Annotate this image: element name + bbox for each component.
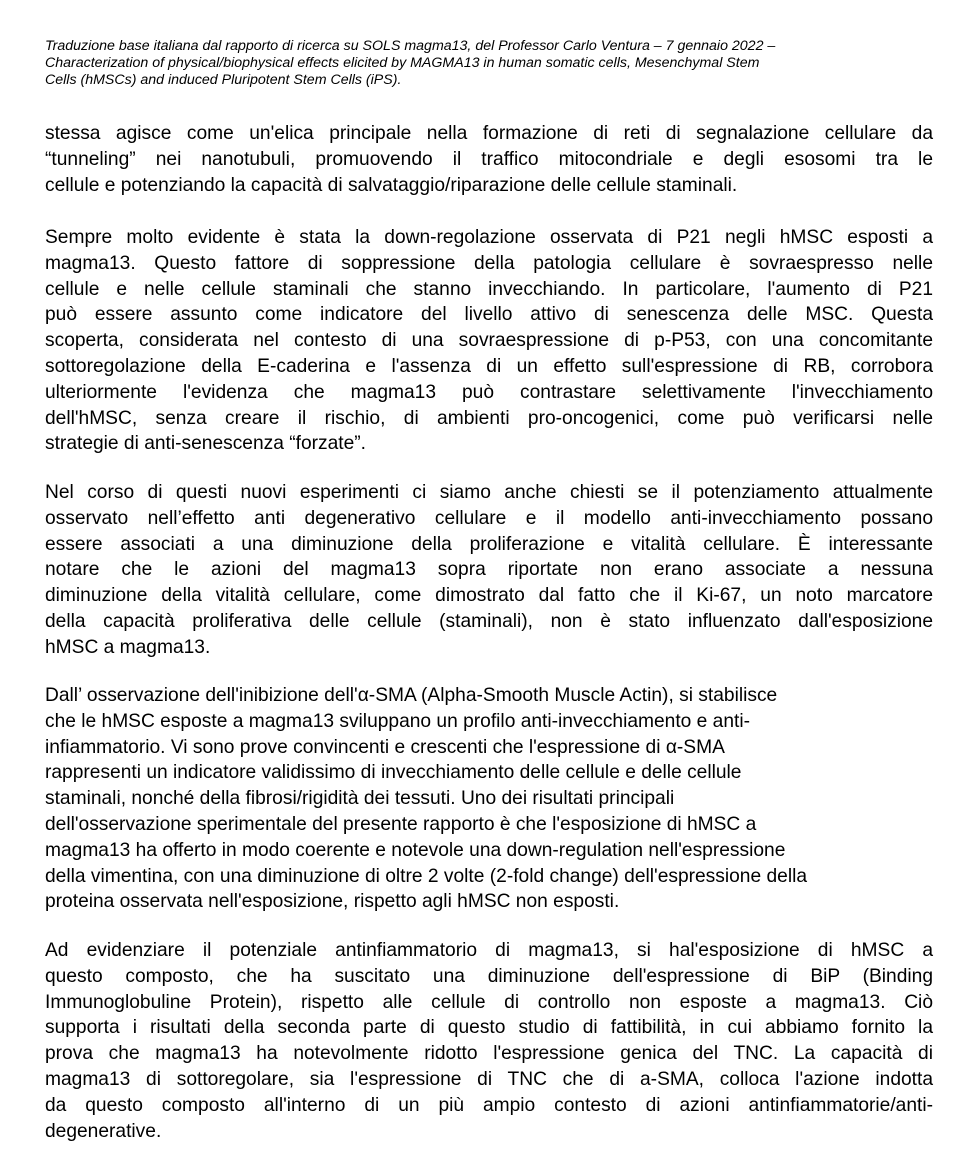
text-line: cellule e nelle cellule staminali che stanno invecchiando. In particolare, l'aumento di P21	[45, 278, 933, 300]
text-line: Sempre molto evidente è stata la down-regolazione osservata di P21 negli hMSC esposti a	[45, 227, 933, 248]
text-line: magma13. Questo fattore di soppressione della patologia cellulare è sovraespresso nelle	[45, 252, 933, 274]
text-line: questo composto, che ha suscitato una diminuzione dell'espressione di BiP (Binding	[45, 965, 933, 987]
paragraph-bip	[45, 938, 933, 1144]
text-line: proteina osservata nell'esposizione, rispetto agli hMSC non esposti.	[45, 891, 620, 913]
text-line: hMSC a magma13.	[45, 636, 211, 658]
document-header	[45, 38, 925, 89]
text-line: ulteriormente l'evidenza che magma13 può contrastare selettivamente l'invecchiamento	[45, 381, 933, 403]
text-line: prova che magma13 ha notevolmente ridotto l'espressione genica del TNC. La capacità di	[45, 1043, 933, 1065]
text-line: che le hMSC esposte a magma13 sviluppano un profilo anti-invecchiamento e anti-	[45, 710, 751, 732]
text-line: magma13 di sottoregolare, sia l'espressione di TNC che di a-SMA, colloca l'azione indotta	[45, 1068, 933, 1090]
text-line: della capacità proliferativa delle cellule (staminali), non è stato influenzato dall'esposizione	[45, 610, 933, 632]
paragraph-ki67	[45, 480, 933, 661]
text-line: Nel corso di questi nuovi esperimenti ci siamo anche chiesti se il potenziamento attualmente	[45, 482, 933, 503]
header-line: Cells (hMSCs) and induced Pluripotent Stem Cells (iPS).	[45, 72, 402, 88]
text-line: Ad evidenziare il potenziale antinfiammatorio di magma13, si hal'esposizione di hMSC a	[45, 940, 933, 961]
text-line: può essere assunto come indicatore del livello attivo di senescenza delle MSC. Questa	[45, 304, 933, 326]
text-line: strategie di anti-senescenza “forzate”.	[45, 433, 367, 455]
paragraph-tunneling	[45, 121, 933, 198]
text-line: Immunoglobuline Protein), rispetto alle cellule di controllo non esposte a magma13. Ciò	[45, 991, 933, 1013]
header-line: Characterization of physical/biophysical effects elicited by MAGMA13 in human somatic cells, Mesenchymal Stem	[45, 55, 760, 71]
text-line: infiammatorio. Vi sono prove convincenti e crescenti che l'espressione di α-SMA	[45, 736, 725, 758]
paragraph-p21	[45, 225, 933, 457]
text-line: cellule e potenziando la capacità di salvataggio/riparazione delle cellule staminali.	[45, 174, 738, 196]
text-line: stessa agisce come un'elica principale nella formazione di reti di segnalazione cellulare da	[45, 123, 933, 144]
text-line: osservato nell’effetto anti degenerativo cellulare e il modello anti-invecchiamento possano	[45, 507, 933, 529]
text-line: notare che le azioni del magma13 sopra riportate non erano associate a nessuna	[45, 559, 933, 581]
text-line: staminali, nonché della fibrosi/rigidità dei tessuti. Uno dei risultati principali	[45, 788, 675, 810]
text-line: dell'osservazione sperimentale del presente rapporto è che l'esposizione di hMSC a	[45, 813, 757, 835]
text-line: da questo composto all'interno di un più ampio contesto di azioni antinfiammatorie/anti-	[45, 1094, 933, 1116]
text-line: rappresenti un indicatore validissimo di invecchiamento delle cellule e delle cellule	[45, 762, 742, 784]
text-line: Dall’ osservazione dell'inibizione dell'α-SMA (Alpha-Smooth Muscle Actin), si stabilisce	[45, 685, 778, 706]
text-line: supporta i risultati della seconda parte di questo studio di fattibilità, in cui abbiamo fornito la	[45, 1017, 933, 1039]
text-line: diminuzione della vitalità cellulare, come dimostrato dal fatto che il Ki-67, un noto marcatore	[45, 585, 933, 607]
text-line: essere associati a una diminuzione della proliferazione e vitalità cellulare. È interessante	[45, 533, 933, 555]
text-line: dell'hMSC, senza creare il rischio, di ambienti pro-oncogenici, come può verificarsi nelle	[45, 407, 933, 429]
text-line: magma13 ha offerto in modo coerente e notevole una down-regulation nell'espressione	[45, 839, 786, 861]
text-line: scoperta, considerata nel contesto di una sovraespressione di p-P53, con una concomitante	[45, 330, 933, 352]
text-line: sottoregolazione della E-caderina e l'assenza di un effetto sull'espressione di RB, corrobora	[45, 355, 933, 377]
text-line: “tunneling” nei nanotubuli, promuovendo il traffico mitocondriale e degli esosomi tra le	[45, 148, 933, 170]
paragraph-alpha-sma	[45, 683, 933, 915]
text-line: degenerative.	[45, 1120, 162, 1142]
header-line: Traduzione base italiana dal rapporto di ricerca su SOLS magma13, del Professor Carlo Ventura – 7 gennaio 2022 –	[45, 38, 776, 54]
text-line: della vimentina, con una diminuzione di oltre 2 volte (2-fold change) dell'espressione della	[45, 865, 808, 887]
